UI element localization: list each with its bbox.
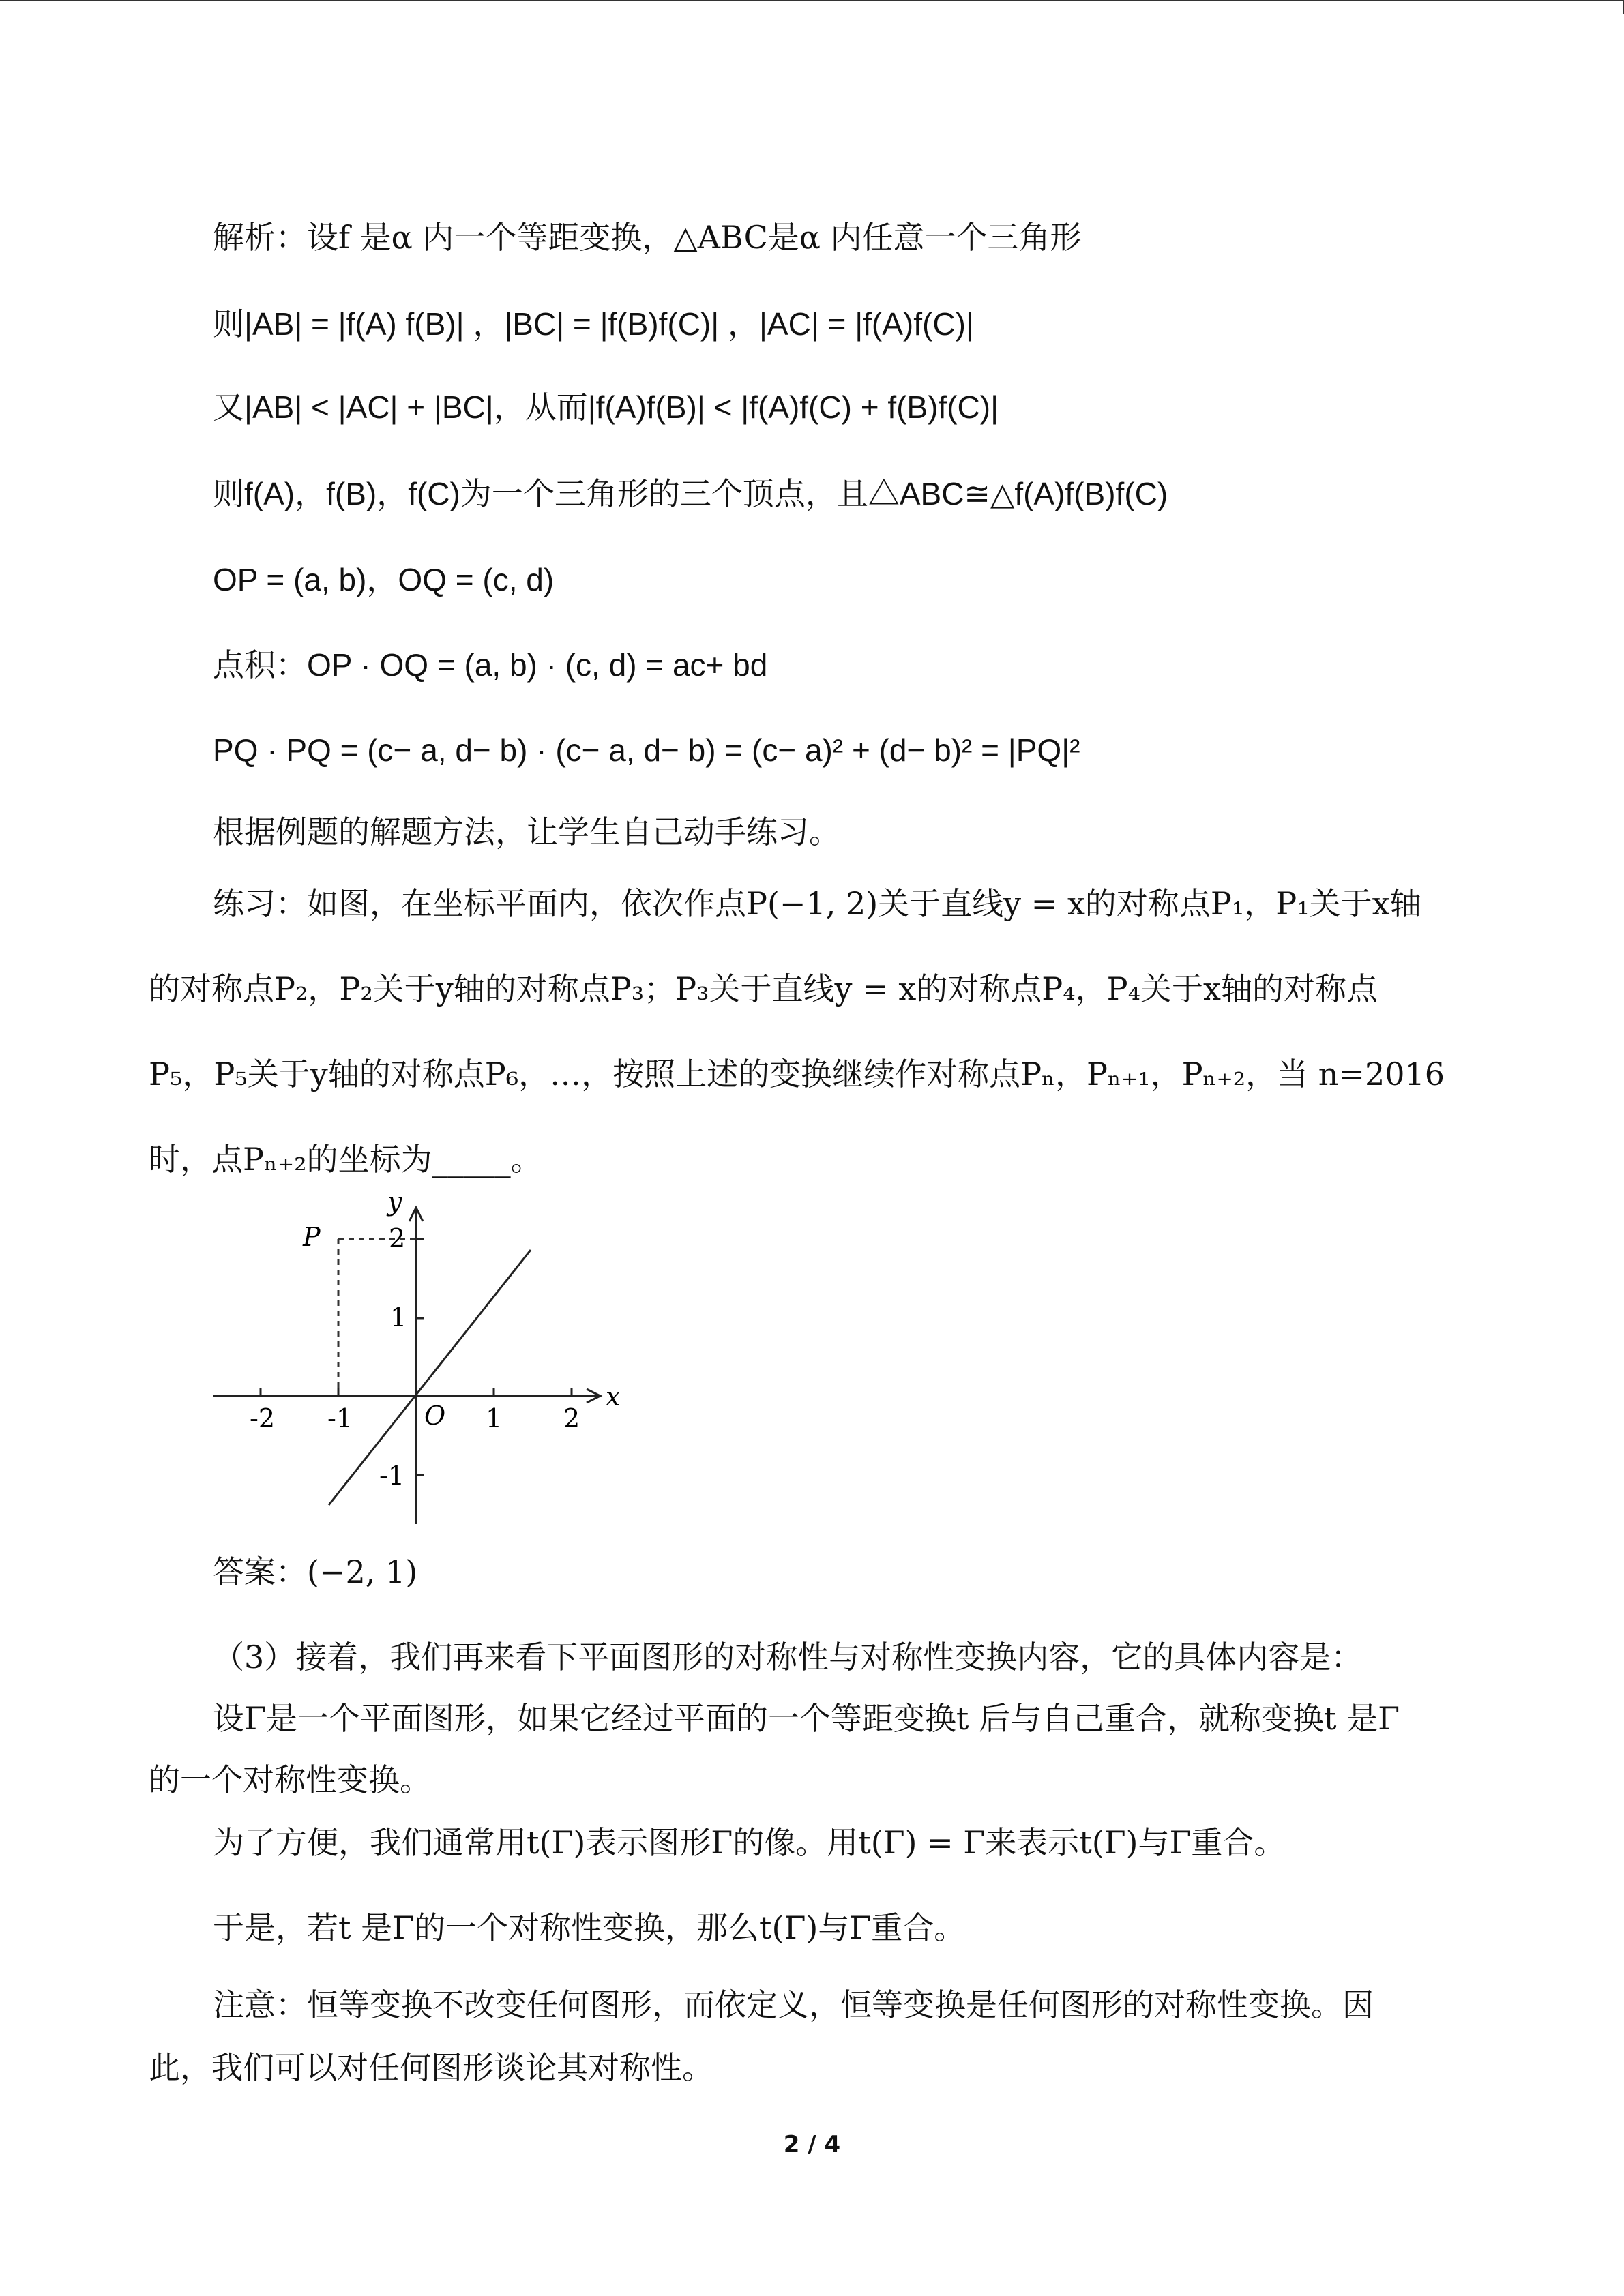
symmetry-def-line-1: 设Γ是一个平面图形，如果它经过平面的一个等距变换t 后与自己重合，就称变换t 是Γ: [213, 1700, 1400, 1737]
exercise-line-3: P₅，P₅关于y轴的对称点P₆，…，按照上述的变换继续作对称点Pₙ，Pₙ₊₁，Pₙ₊₂，当 n=2016: [149, 1056, 1445, 1092]
exercise-line-1: 练习：如图，在坐标平面内，依次作点P(−1, 2)关于直线y = x的对称点P₁，P₁关于x轴: [213, 885, 1421, 922]
answer-line: 答案：(−2, 1): [213, 1553, 418, 1590]
triangle-vertices-line: 则f(A)，f(B)，f(C)为一个三角形的三个顶点，且△ABC≅△f(A)f(B)f(C): [213, 476, 1168, 511]
y-tick-label-neg1: -1: [379, 1461, 405, 1491]
practice-intro-line: 根据例题的解题方法，让学生自己动手练习。: [213, 814, 840, 850]
x-tick-label-neg2: -2: [250, 1403, 276, 1433]
consequence-line: 于是，若t 是Γ的一个对称性变换，那么t(Γ)与Γ重合。: [213, 1909, 966, 1946]
point-p-label: P: [303, 1222, 321, 1252]
pq-square-line: PQ · PQ = (c− a, d− b) · (c− a, d− b) = (c− a)² + (d− b)² = |PQ|²: [213, 732, 1080, 768]
triangle-inequality-line: 又|AB| < |AC| + |BC|，从而|f(A)f(B)| < |f(A)f(C) + f(B)f(C)|: [213, 389, 999, 425]
x-axis-label: x: [606, 1382, 621, 1412]
page-top-border: [0, 0, 1624, 1]
origin-label: O: [424, 1401, 446, 1431]
page-number: 2 / 4: [783, 2131, 841, 2158]
y-tick-label-2: 2: [389, 1223, 406, 1253]
section-3-line: （3）接着，我们再来看下平面图形的对称性与对称性变换内容，它的具体内容是：: [213, 1639, 1363, 1675]
distance-equalities-line: 则|AB| = |f(A) f(B)| ，|BC| = |f(B)f(C)| ，|AC| = |f(A)f(C)|: [213, 306, 974, 342]
notation-line: 为了方便，我们通常用t(Γ)表示图形Γ的像。用t(Γ) = Γ来表示t(Γ)与Γ重合。: [213, 1824, 1286, 1861]
analysis-line: 解析：设f 是α 内一个等距变换，△ABC是α 内任意一个三角形: [213, 219, 1082, 256]
coordinate-figure: [205, 1190, 641, 1538]
x-tick-label-1: 1: [486, 1403, 503, 1433]
exercise-line-4: 时，点Pₙ₊₂的坐标为_____。: [149, 1141, 542, 1178]
note-line-1: 注意：恒等变换不改变任何图形，而依定义，恒等变换是任何图形的对称性变换。因: [213, 1986, 1374, 2023]
symmetry-def-line-2: 的一个对称性变换。: [149, 1761, 431, 1798]
y-tick-label-1: 1: [390, 1302, 407, 1332]
vectors-definition-line: OP = (a, b)，OQ = (c, d): [213, 562, 555, 597]
note-line-2: 此，我们可以对任何图形谈论其对称性。: [149, 2049, 713, 2086]
dot-product-line: 点积：OP · OQ = (a, b) · (c, d) = ac+ bd: [213, 647, 768, 683]
exercise-line-2: 的对称点P₂，P₂关于y轴的对称点P₃；P₃关于直线y = x的对称点P₄，P₄关于x轴的对称点: [149, 970, 1378, 1007]
x-tick-label-neg1: -1: [327, 1403, 353, 1433]
line-y-equals-x: [329, 1250, 531, 1505]
x-tick-label-2: 2: [563, 1403, 580, 1433]
y-axis-label: y: [387, 1190, 402, 1217]
